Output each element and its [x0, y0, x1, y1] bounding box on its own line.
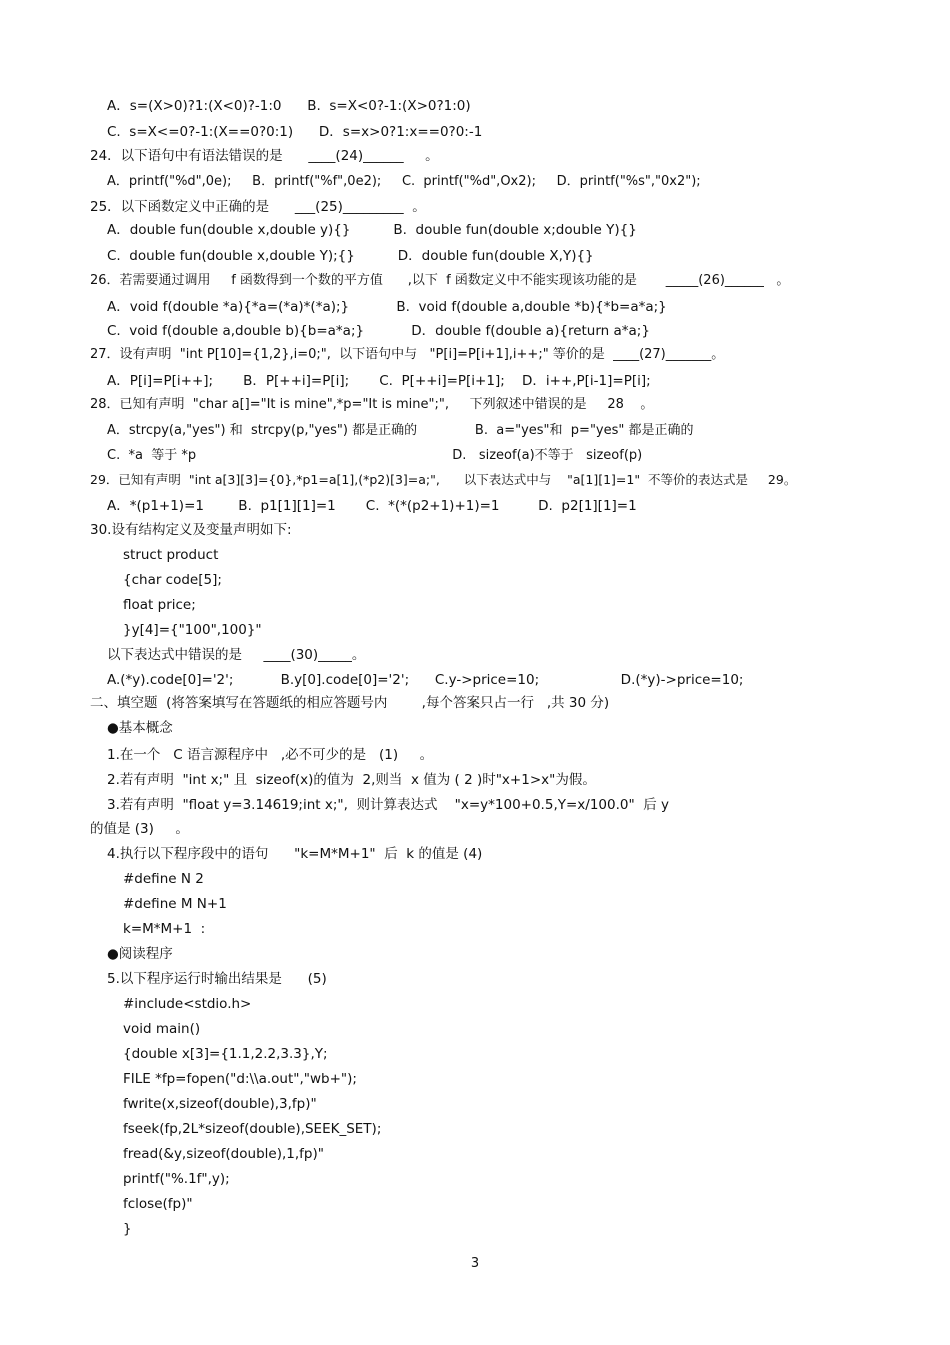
option-line: A．*(p1+1)=1 B. p1[1][1]=1 C. *(*(p2+1)+1)=1 D. p2[1][1]=1: [107, 498, 637, 514]
question-26: 26．若需要通过调用 f 函数得到一个数的平方值 ,以下 f 函数定义中不能实现该功能的是 _____(26)______ 。: [90, 273, 790, 288]
code-line: {double x[3]={1.1,2.2,3.3},Y;: [123, 1046, 328, 1062]
code-line: void main(): [123, 1021, 201, 1037]
code-line: struct product: [123, 547, 219, 563]
code-line: }y[4]={"100",100}": [123, 622, 262, 638]
option-line: C. *a 等于 *p D. sizeof(a)不等于 sizeof(p): [107, 448, 643, 463]
code-line: #include<stdio.h>: [123, 996, 252, 1012]
fill-question-3-cont: 的值是 (3) 。: [90, 821, 189, 837]
option-line: C. double fun(double x,double Y);{} D．double fun(double X,Y){}: [107, 248, 594, 264]
question-28: 28．已知有声明 "char a[]="It is mine",*p="It is mine";", 下列叙述中错误的是 28 。: [90, 397, 654, 412]
code-line: k=M*M+1 :: [123, 921, 206, 937]
section-heading: 二、填空题 (将答案填写在答题纸的相应答题号内 ,每个答案只占一行 ,共 30 分): [90, 695, 610, 711]
page-number: 3: [470, 1256, 480, 1271]
option-line: A．void f(double *a){*a=(*a)*(*a);} B. void f(double a,double *b){*b=a*a;}: [107, 299, 667, 315]
fill-question-3: 3.若有声明 "float y=3.14619;int x;", 则计算表达式 "x=y*100+0.5,Y=x/100.0" 后 y: [107, 797, 670, 813]
option-line: A．printf("%d",0e); B．printf("%f",0e2); C. printf("%d",Ox2); D．printf("%s","0x2");: [107, 174, 701, 189]
subsection-heading: ●阅读程序: [107, 946, 173, 962]
option-line: A．s=(X>0)?1:(X<0)?-1:0 B. s=X<0?-1:(X>0?1:0): [107, 98, 471, 114]
code-line: fseek(fp,2L*sizeof(double),SEEK_SET);: [123, 1121, 382, 1137]
code-line: {char code[5];: [123, 572, 222, 588]
code-line: FILE *fp=fopen("d:\\a.out","wb+");: [123, 1071, 357, 1087]
question-29: 29．已知有声明 "int a[3][3]={0},*p1=a[1],(*p2)[3]=a;", 以下表达式中与 "a[1][1]=1" 不等价的表达式是 29。: [90, 472, 797, 487]
subsection-heading: ●基本概念: [107, 720, 173, 736]
code-line: #define N 2: [123, 871, 204, 887]
question-27: 27．设有声明 "int P[10]={1,2},i=0;", 以下语句中与 "P[i]=P[i+1],i++;" 等价的是 ____(27)_______。: [90, 347, 725, 362]
fill-question-5: 5.以下程序运行时输出结果是 (5): [107, 971, 327, 987]
option-line: C. s=X<=0?-1:(X==0?0:1) D．s=x>0?1:x==0?0:-1: [107, 124, 483, 140]
code-line: printf("%.1f",y);: [123, 1171, 230, 1187]
question-30: 30.设有结构定义及变量声明如下:: [90, 522, 292, 538]
fill-question-2: 2.若有声明 "int x;" 且 sizeof(x)的值为 2,则当 x 值为 ( 2 )时"x+1>x"为假。: [107, 772, 596, 788]
question-25: 25．以下函数定义中正确的是 ___(25)_________ 。: [90, 199, 426, 215]
code-line: }: [123, 1221, 132, 1237]
option-line: C. void f(double a,double b){b=a*a;} D．double f(double a){return a*a;}: [107, 323, 650, 339]
code-line: fclose(fp)": [123, 1196, 193, 1212]
code-line: fwrite(x,sizeof(double),3,fp)": [123, 1096, 317, 1112]
option-line: A．P[i]=P[i++]; B．P[++i]=P[i]; C. P[++i]=P[i+1]; D．i++,P[i-1]=P[i];: [107, 373, 651, 389]
fill-question-1: 1.在一个 C 语言源程序中 ,必不可少的是 (1) 。: [107, 747, 434, 763]
question-30-prompt: 以下表达式中错误的是 ____(30)_____。: [107, 647, 366, 663]
code-line: fread(&y,sizeof(double),1,fp)": [123, 1146, 324, 1162]
code-line: #define M N+1: [123, 896, 227, 912]
option-line: A．double fun(double x,double y){} B. double fun(double x;double Y){}: [107, 222, 637, 238]
option-line: A．strcpy(a,"yes") 和 strcpy(p,"yes") 都是正确的 B. a="yes"和 p="yes" 都是正确的: [107, 423, 694, 438]
code-line: float price;: [123, 597, 196, 613]
fill-question-4: 4.执行以下程序段中的语句 "k=M*M+1" 后 k 的值是 (4): [107, 846, 483, 862]
question-24: 24．以下语句中有语法错误的是 ____(24)______ 。: [90, 148, 439, 164]
option-line: A.(*y).code[0]='2'; B.y[0].code[0]='2'; C.y->price=10; D.(*y)->price=10;: [107, 672, 744, 688]
